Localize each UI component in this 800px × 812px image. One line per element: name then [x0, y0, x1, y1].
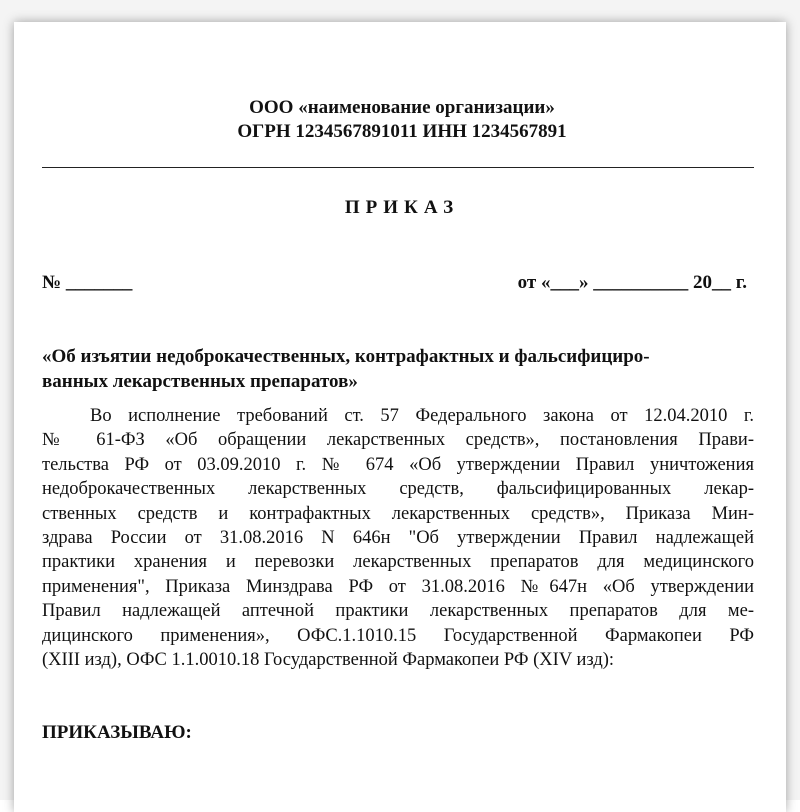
order-subject-line: «Об изъятии недоброкачественных, контрафактных и фальсифициро-: [42, 346, 650, 367]
preamble-line: здрава России от 31.08.2016 N 646н "Об утверждении Правил надлежащей: [42, 528, 754, 549]
preamble-line: недоброкачественных лекарственных средств, фальсифицированных лекар-: [42, 479, 754, 500]
document-page: [14, 22, 786, 812]
preamble-line: применения", Приказа Минздрава РФ от 31.08.2016 №647н «Об утверждении: [42, 576, 754, 597]
order-preamble: [42, 404, 754, 672]
preamble-line: № 61-ФЗ «Об обращении лекарственных средств», постановления Прави-: [42, 430, 754, 451]
preamble-line: Правил надлежащей аптечной практики лекарственных препаратов для ме-: [42, 601, 754, 622]
header-divider: [42, 167, 754, 168]
order-subject: [42, 344, 754, 394]
order-subject-line: ванных лекарственных препаратов»: [42, 371, 358, 392]
preamble-line: (XIII изд), ОФС 1.1.0010.18 Государственной Фармакопеи РФ (XIV изд):: [42, 650, 615, 671]
organization-name: ООО «наименование организации»: [249, 97, 555, 118]
command-heading: ПРИКАЗЫВАЮ:: [42, 722, 192, 743]
document-title: ПРИКАЗ: [344, 197, 460, 218]
order-number-date-row: [42, 272, 747, 294]
preamble-line: тельства РФ от 03.09.2010 г. № 674 «Об утверждении Правил уничтожения: [42, 454, 754, 475]
preamble-line: практики хранения и перевозки лекарственных препаратов для медицинского: [42, 552, 754, 573]
preamble-line: Во исполнение требований ст. 57 Федерального закона от 12.04.2010 г.: [90, 406, 754, 426]
organization-registration: ОГРН 1234567891011 ИНН 1234567891: [237, 121, 567, 142]
order-number: № _______: [42, 272, 133, 293]
order-date: от «___» __________ 20__ г.: [517, 272, 747, 293]
preamble-line: дицинского применения», ОФС.1.1010.15 Государственной Фармакопеи РФ: [42, 625, 754, 646]
preamble-line: ственных средств и контрафактных лекарственных средств», Приказа Мин-: [42, 503, 754, 524]
